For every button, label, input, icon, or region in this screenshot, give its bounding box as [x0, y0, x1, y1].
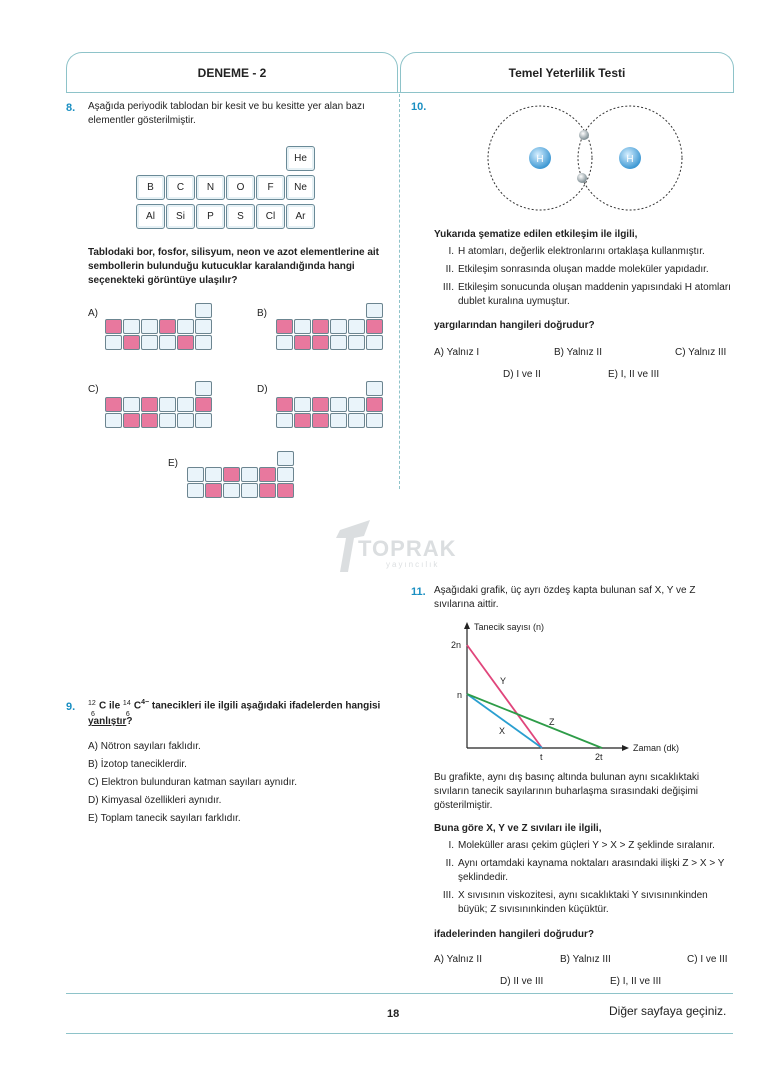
grid-cell-row2 — [105, 397, 122, 412]
q10-item-1-text: H atomları, değerlik elektronlarını ortaklaşa kullanmıştır. — [458, 246, 705, 257]
grid-cell-row2 — [366, 319, 383, 334]
grid-cell-row3 — [348, 335, 365, 350]
grid-cell-row3 — [348, 413, 365, 428]
grid-cell-row3 — [330, 413, 347, 428]
q9-symbol-1: C — [99, 700, 107, 712]
q8-option-e-label: E) — [168, 458, 178, 469]
q10-item-2-text: Etkileşim sonrasında oluşan madde moleküler yapıdadır. — [458, 264, 709, 275]
grid-cell-row2 — [277, 467, 294, 482]
watermark-text: TOPRAK — [358, 536, 457, 561]
q9-mass-14: 14 — [122, 699, 131, 707]
column-divider — [399, 94, 400, 489]
grid-cell-row3 — [159, 335, 176, 350]
grid-cell-he — [277, 451, 294, 466]
y-axis-arrow — [464, 622, 470, 629]
pt-cell-n: N — [196, 175, 225, 200]
q9-option-e[interactable]: E) Toplam tanecik sayıları farklıdır. — [88, 813, 241, 824]
header-divider — [66, 92, 733, 93]
grid-cell-row2 — [195, 319, 212, 334]
grid-cell-row2 — [205, 467, 222, 482]
shared-electron-bottom — [577, 173, 587, 183]
q11-paragraph: Bu grafikte, aynı dış basınç altında bulunan aynı sıcaklıktaki sıvıların tanecik sayılarının buharlaşma sırasındaki değişimi gösterilmiştir. — [434, 772, 700, 811]
q9-number: 9. — [66, 701, 76, 713]
q11-question: Buna göre X, Y ve Z sıvıları ile ilgili, — [434, 823, 602, 834]
grid-cell-row3 — [366, 335, 383, 350]
watermark-logo — [334, 516, 464, 576]
q11-item-1-num: I. — [448, 840, 454, 851]
grid-cell-row3 — [241, 483, 258, 498]
grid-cell-row2 — [330, 319, 347, 334]
q11-item-3-num: III. — [442, 890, 454, 901]
grid-cell-row3 — [187, 483, 204, 498]
grid-cell-row2 — [123, 397, 140, 412]
q11-chart — [445, 618, 725, 763]
ytick-2n: 2n — [451, 640, 462, 650]
q9-question-text: tanecikleri ile ilgili aşağıdaki ifadelerden hangisi — [149, 700, 381, 712]
q9-question — [88, 695, 394, 730]
pt-cell-p: P — [196, 204, 225, 229]
chart-ylabel: Tanecik sayısı (n) — [474, 622, 545, 632]
grid-cell-row3 — [195, 335, 212, 350]
grid-cell-row2 — [312, 319, 329, 334]
q8-option-d-label: D) — [257, 384, 268, 395]
q11-item-2-text: Aynı ortamdaki kaynama noktaları arasındaki ilişki Z > X > Y şeklindedir. — [458, 858, 725, 883]
q11-number: 11. — [411, 586, 426, 598]
pt-cell-al: Al — [136, 204, 165, 229]
grid-cell-row3 — [259, 483, 276, 498]
page-number: 18 — [387, 1008, 400, 1020]
grid-cell-row3 — [330, 335, 347, 350]
q11-items — [434, 839, 734, 917]
grid-cell-row3 — [177, 413, 194, 428]
pt-cell-cl: Cl — [256, 204, 285, 229]
grid-cell-row2 — [276, 319, 293, 334]
footer-top-line — [66, 993, 733, 994]
grid-cell-row2 — [187, 467, 204, 482]
grid-cell-row3 — [159, 413, 176, 428]
grid-cell-row3 — [276, 413, 293, 428]
q10-ask: yargılarından hangileri doğrudur? — [434, 320, 595, 331]
q10-h2-diagram — [485, 104, 685, 214]
q8-intro: Aşağıda periyodik tablodan bir kesit ve bu kesitte yer alan bazı elementler gösterilmiştir. — [88, 101, 365, 126]
q11-option-e[interactable]: E) I, II ve III — [610, 976, 662, 987]
pt-cell-c: C — [166, 175, 195, 200]
grid-cell-row2 — [276, 397, 293, 412]
q10-items — [434, 245, 734, 309]
grid-cell-row3 — [205, 483, 222, 498]
q9-nuclide-2-numbers — [122, 699, 134, 718]
q9-mass-12: 12 — [88, 699, 96, 707]
grid-cell-row2 — [348, 319, 365, 334]
grid-cell-row2 — [366, 397, 383, 412]
grid-cell-row2 — [223, 467, 240, 482]
q11-option-b[interactable]: B) Yalnız III — [560, 954, 611, 965]
grid-cell-row3 — [366, 413, 383, 428]
q9-option-d[interactable]: D) Kimyasal özellikleri aynıdır. — [88, 795, 222, 806]
q11-item-3-text: X sıvısının viskozitesi, aynı sıcaklıktaki Y sıvısınınkinden büyük; Z sıvısınınkinden küçüktür. — [458, 890, 708, 915]
q10-number: 10. — [411, 101, 427, 113]
grid-cell-row3 — [141, 335, 158, 350]
grid-cell-row3 — [105, 413, 122, 428]
pt-cell-ar: Ar — [286, 204, 315, 229]
grid-cell-row3 — [105, 335, 122, 350]
chart-xlabel: Zaman (dk) — [633, 743, 680, 753]
q8-option-b-label: B) — [257, 308, 267, 319]
grid-cell-row2 — [259, 467, 276, 482]
q9-ile: ile — [106, 700, 123, 712]
q10-question: Yukarıda şematize edilen etkileşim ile ilgili, — [434, 229, 638, 240]
q9-atomic-number-2: 6 — [125, 710, 130, 718]
grid-cell-row2 — [141, 319, 158, 334]
grid-cell-row2 — [105, 319, 122, 334]
pt-cell-ne: Ne — [286, 175, 315, 200]
series-x-label: X — [499, 726, 506, 736]
q10-option-c[interactable]: C) Yalnız III — [675, 347, 727, 358]
pt-cell-s: S — [226, 204, 255, 229]
grid-cell-row3 — [141, 413, 158, 428]
q10-option-b[interactable]: B) Yalnız II — [554, 347, 602, 358]
q9-underlined-word: yanlıştır — [88, 716, 127, 728]
q11-option-d[interactable]: D) II ve III — [500, 976, 544, 987]
h-label-right: H — [626, 154, 634, 165]
q11-item-1-text: Moleküller arası çekim güçleri Y > X > Z şeklinde sıralanır. — [458, 840, 715, 851]
next-page-note: Diğer sayfaya geçiniz. — [609, 1004, 727, 1018]
q9-question-mark: ? — [126, 716, 133, 728]
series-y-label: Y — [500, 676, 507, 686]
q11-intro: Aşağıdaki grafik, üç ayrı özdeş kapta bulunan saf X, Y ve Z sıvılarına aittir. — [434, 585, 696, 610]
chart-axes — [464, 622, 629, 751]
grid-cell-row2 — [195, 397, 212, 412]
q9-charge: 4− — [141, 699, 150, 706]
q9-nuclide-1-numbers — [88, 699, 99, 718]
grid-cell-row2 — [348, 397, 365, 412]
pt-cell-b: B — [136, 175, 165, 200]
q10-option-d[interactable]: D) I ve II — [503, 369, 541, 380]
q8-number: 8. — [66, 102, 76, 114]
grid-cell-row3 — [276, 335, 293, 350]
grid-cell-row2 — [241, 467, 258, 482]
shared-electron-top — [579, 130, 589, 140]
series-z-line — [467, 694, 602, 748]
grid-cell-row2 — [312, 397, 329, 412]
grid-cell-row3 — [312, 335, 329, 350]
grid-cell-row2 — [177, 397, 194, 412]
grid-cell-row3 — [277, 483, 294, 498]
footer-bottom-line — [66, 1033, 733, 1034]
grid-cell-row3 — [294, 413, 311, 428]
grid-cell-row3 — [123, 413, 140, 428]
grid-cell-row2 — [159, 319, 176, 334]
grid-cell-he — [366, 303, 383, 318]
ytick-n: n — [457, 690, 463, 700]
q11-option-c[interactable]: C) I ve III — [687, 954, 728, 965]
xtick-2t: 2t — [595, 752, 603, 762]
grid-cell-row3 — [223, 483, 240, 498]
xtick-t: t — [540, 752, 543, 762]
watermark-sub: yayıncılık — [386, 560, 440, 569]
grid-cell-row3 — [177, 335, 194, 350]
q9-options — [88, 738, 297, 828]
grid-cell-row3 — [123, 335, 140, 350]
series-z-label: Z — [549, 717, 555, 727]
q10-item-3-num: III. — [442, 282, 454, 293]
grid-cell-row2 — [159, 397, 176, 412]
grid-cell-row2 — [330, 397, 347, 412]
q9-symbol-2: C — [133, 700, 142, 712]
q8-option-a-label: A) — [88, 308, 98, 319]
q10-option-e[interactable]: E) I, II ve III — [608, 369, 660, 380]
grid-cell-row3 — [294, 335, 311, 350]
pt-cell-f: F — [256, 175, 285, 200]
q11-ask: ifadelerinden hangileri doğrudur? — [434, 929, 595, 940]
pt-cell-o: O — [226, 175, 255, 200]
series-x-line — [467, 694, 542, 748]
grid-cell-row2 — [294, 319, 311, 334]
q10-item-3-text: Etkileşim sonucunda oluşan maddenin yapısındaki H atomları dublet kuralına uymuştur. — [458, 282, 731, 307]
grid-cell-row2 — [141, 397, 158, 412]
h-label-left: H — [536, 154, 544, 165]
q9-atomic-number-1: 6 — [91, 710, 95, 718]
q9-option-b[interactable]: B) İzotop taneciklerdir. — [88, 759, 187, 770]
grid-cell-row2 — [123, 319, 140, 334]
header-right-title: Temel Yeterlilik Testi — [400, 52, 734, 93]
q11-item-2-num: II. — [445, 858, 454, 869]
grid-cell-row2 — [177, 319, 194, 334]
pt-cell-he: He — [286, 146, 315, 171]
grid-cell-he — [195, 303, 212, 318]
x-axis-arrow — [622, 745, 629, 751]
grid-cell-row2 — [294, 397, 311, 412]
q9-option-a[interactable]: A) Nötron sayıları faklıdır. — [88, 741, 201, 752]
q11-option-a[interactable]: A) Yalnız II — [434, 954, 482, 965]
header-left-title: DENEME - 2 — [66, 52, 398, 93]
grid-cell-he — [366, 381, 383, 396]
q8-question: Tablodaki bor, fosfor, silisyum, neon ve azot elementlerine ait sembollerin bulunduğu kutucuklar karalandığında hangi seçenekteki görüntüye ulaşılır? — [88, 247, 380, 286]
pt-cell-si: Si — [166, 204, 195, 229]
q9-option-c[interactable]: C) Elektron bulunduran katman sayıları aynıdır. — [88, 777, 297, 788]
grid-cell-row3 — [195, 413, 212, 428]
grid-cell-he — [195, 381, 212, 396]
q10-option-a[interactable]: A) Yalnız I — [434, 347, 480, 358]
q10-item-2-num: II. — [445, 264, 454, 275]
q8-option-c-label: C) — [88, 384, 99, 395]
q10-item-1-num: I. — [448, 246, 454, 257]
grid-cell-row3 — [312, 413, 329, 428]
